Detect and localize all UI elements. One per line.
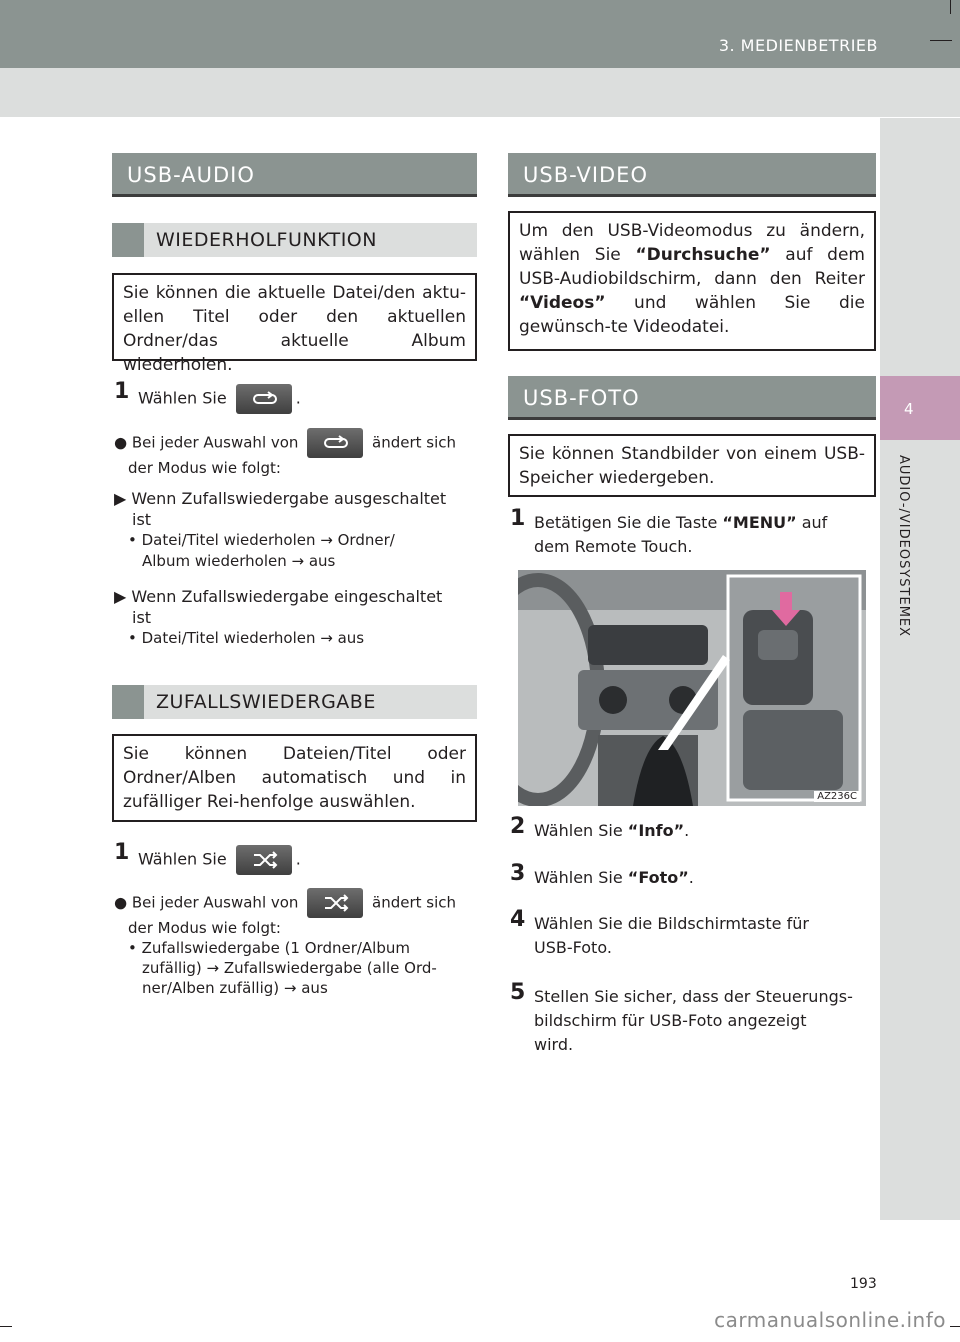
subsection-shuffle xyxy=(112,685,477,719)
step-number: 1 xyxy=(114,379,130,404)
step-text-part: wird. xyxy=(534,1035,574,1054)
video-tab-label: “Videos” xyxy=(519,293,606,313)
step-text-part: Wählen Sie die Bildschirmtaste für xyxy=(534,914,809,933)
chapter-side-label: AUDIO-/VIDEOSYSTEMEX xyxy=(896,455,911,638)
intro-box-shuffle: Sie können Dateien/Titel oder Ordner/Alben automatisch und in zufälliger Rei-henfolge auswählen. xyxy=(112,734,477,822)
video-text: Um den USB-Videomodus zu ändern, wählen Sie xyxy=(519,221,865,265)
repeat-bullet xyxy=(114,428,478,478)
intro-box-video xyxy=(508,211,876,351)
step-number: 3 xyxy=(510,861,526,886)
repeat-icon xyxy=(307,428,363,458)
bullet-prefix: ● Bei jeder Auswahl von xyxy=(114,893,299,912)
step-number: 5 xyxy=(510,980,526,1005)
watermark: carmanualsonline.info xyxy=(714,1308,946,1332)
shuffle-sequence-cont: ner/Alben zufällig) → aus xyxy=(142,979,328,997)
chapter-title: 3. MEDIENBETRIEB xyxy=(718,36,878,55)
header-bar xyxy=(0,0,960,68)
case-title-cont: ist xyxy=(132,608,152,627)
step-text xyxy=(534,819,689,843)
step-text-part: . xyxy=(688,868,694,887)
subsection-marker xyxy=(112,685,144,719)
step-number: 1 xyxy=(114,840,130,865)
step-foto-3 xyxy=(510,861,876,892)
repeat-button-image xyxy=(307,428,363,458)
crop-mark xyxy=(950,0,951,14)
bullet-prefix: ● Bei jeder Auswahl von xyxy=(114,433,299,452)
step-suffix: . xyxy=(295,388,301,408)
repeat-button-image xyxy=(236,384,292,414)
step-prefix: Wählen Sie xyxy=(138,849,227,869)
step-text-part: Wählen Sie xyxy=(534,868,628,887)
shuffle-button-image xyxy=(307,888,363,918)
crop-mark xyxy=(0,1326,12,1327)
step-text-part: bildschirm für USB-Foto angezeigt xyxy=(534,1011,807,1030)
step-text-part: auf xyxy=(796,513,828,532)
sidebar-lower xyxy=(880,440,960,1220)
subsection-title: ZUFALLSWIEDERGABE xyxy=(156,691,376,713)
image-code: AZ236C xyxy=(814,791,860,802)
section-title-usb-video: USB-VIDEO xyxy=(508,153,876,197)
step-shuffle-1 xyxy=(114,840,479,875)
section-title-usb-foto: USB-FOTO xyxy=(508,376,876,420)
step-text xyxy=(138,384,301,414)
bullet-line2: der Modus wie folgt: xyxy=(128,459,281,477)
bullet-suffix: ändert sich xyxy=(372,433,457,452)
step-number: 1 xyxy=(510,506,526,531)
shuffle-button-image xyxy=(236,845,292,875)
step-text-part: dem Remote Touch. xyxy=(534,537,693,556)
step-repeat-1 xyxy=(114,379,479,414)
foto-label: “Foto” xyxy=(627,868,689,887)
step-text-part: USB-Foto. xyxy=(534,938,612,957)
subsection-repeat xyxy=(112,223,477,257)
shuffle-sequence: • Zufallswiedergabe (1 Ordner/Album xyxy=(128,939,410,957)
step-text xyxy=(138,845,301,875)
section-title-usb-audio: USB-AUDIO xyxy=(112,153,477,197)
step-text xyxy=(534,985,876,1057)
subsection-marker xyxy=(112,223,144,257)
crop-mark xyxy=(930,40,952,41)
step-foto-5 xyxy=(510,980,876,1061)
chapter-tab-number: 4 xyxy=(904,400,914,418)
crop-mark xyxy=(950,1326,960,1327)
case-sequence: • Datei/Titel wiederholen → aus xyxy=(128,629,365,647)
menu-key-label: “MENU” xyxy=(722,513,797,532)
intro-box-foto: Sie können Standbilder von einem USB-Speicher wiedergeben. xyxy=(508,434,876,497)
step-text xyxy=(534,912,876,960)
step-suffix: . xyxy=(295,849,301,869)
repeat-case-1 xyxy=(114,488,478,572)
step-foto-4 xyxy=(510,907,876,962)
step-number: 2 xyxy=(510,814,526,839)
step-text-part: . xyxy=(684,821,690,840)
step-text-part: Stellen Sie sicher, dass der Steuerungs- xyxy=(534,987,853,1006)
shuffle-bullet xyxy=(114,888,478,998)
step-text xyxy=(534,511,876,559)
step-foto-2 xyxy=(510,814,876,845)
step-text xyxy=(534,866,694,890)
info-label: “Info” xyxy=(627,821,685,840)
case-title-cont: ist xyxy=(132,510,152,529)
shuffle-icon xyxy=(236,845,292,875)
video-browse-label: “Durchsuche” xyxy=(635,245,771,265)
case-title: ▶ Wenn Zufallswiedergabe ausgeschaltet xyxy=(114,489,447,508)
case-title: ▶ Wenn Zufallswiedergabe eingeschaltet xyxy=(114,587,443,606)
bullet-line2: der Modus wie folgt: xyxy=(128,919,281,937)
repeat-case-2 xyxy=(114,586,478,649)
shuffle-sequence-cont: zufällig) → Zufallswiedergabe (alle Ord- xyxy=(142,959,437,977)
chapter-tab xyxy=(880,376,960,440)
bullet-suffix: ändert sich xyxy=(372,893,457,912)
subsection-title: WIEDERHOLFUNKTION xyxy=(156,229,377,251)
video-text: auf dem USB-Audiobildschirm, dann den Reiter xyxy=(519,245,865,289)
step-prefix: Wählen Sie xyxy=(138,388,227,408)
step-number: 4 xyxy=(510,907,526,932)
shuffle-icon xyxy=(307,888,363,918)
step-foto-1 xyxy=(510,506,876,561)
case-sequence-cont: Album wiederholen → aus xyxy=(142,552,336,570)
repeat-icon xyxy=(236,384,292,414)
remote-touch-illustration xyxy=(518,570,866,806)
header-band xyxy=(0,68,960,117)
page-number: 193 xyxy=(850,1276,877,1292)
case-sequence: • Datei/Titel wiederholen → Ordner/ xyxy=(128,531,395,549)
dashboard-photo xyxy=(518,570,866,806)
step-text-part: Betätigen Sie die Taste xyxy=(534,513,723,532)
intro-box-repeat: Sie können die aktuelle Datei/den aktu-ellen Titel oder den aktuellen Ordner/das aktuelle Album wiederholen. xyxy=(112,273,477,361)
sidebar-upper xyxy=(880,118,960,376)
video-text: und wählen Sie die gewünsch-te Videodatei. xyxy=(519,293,865,337)
step-text-part: Wählen Sie xyxy=(534,821,628,840)
